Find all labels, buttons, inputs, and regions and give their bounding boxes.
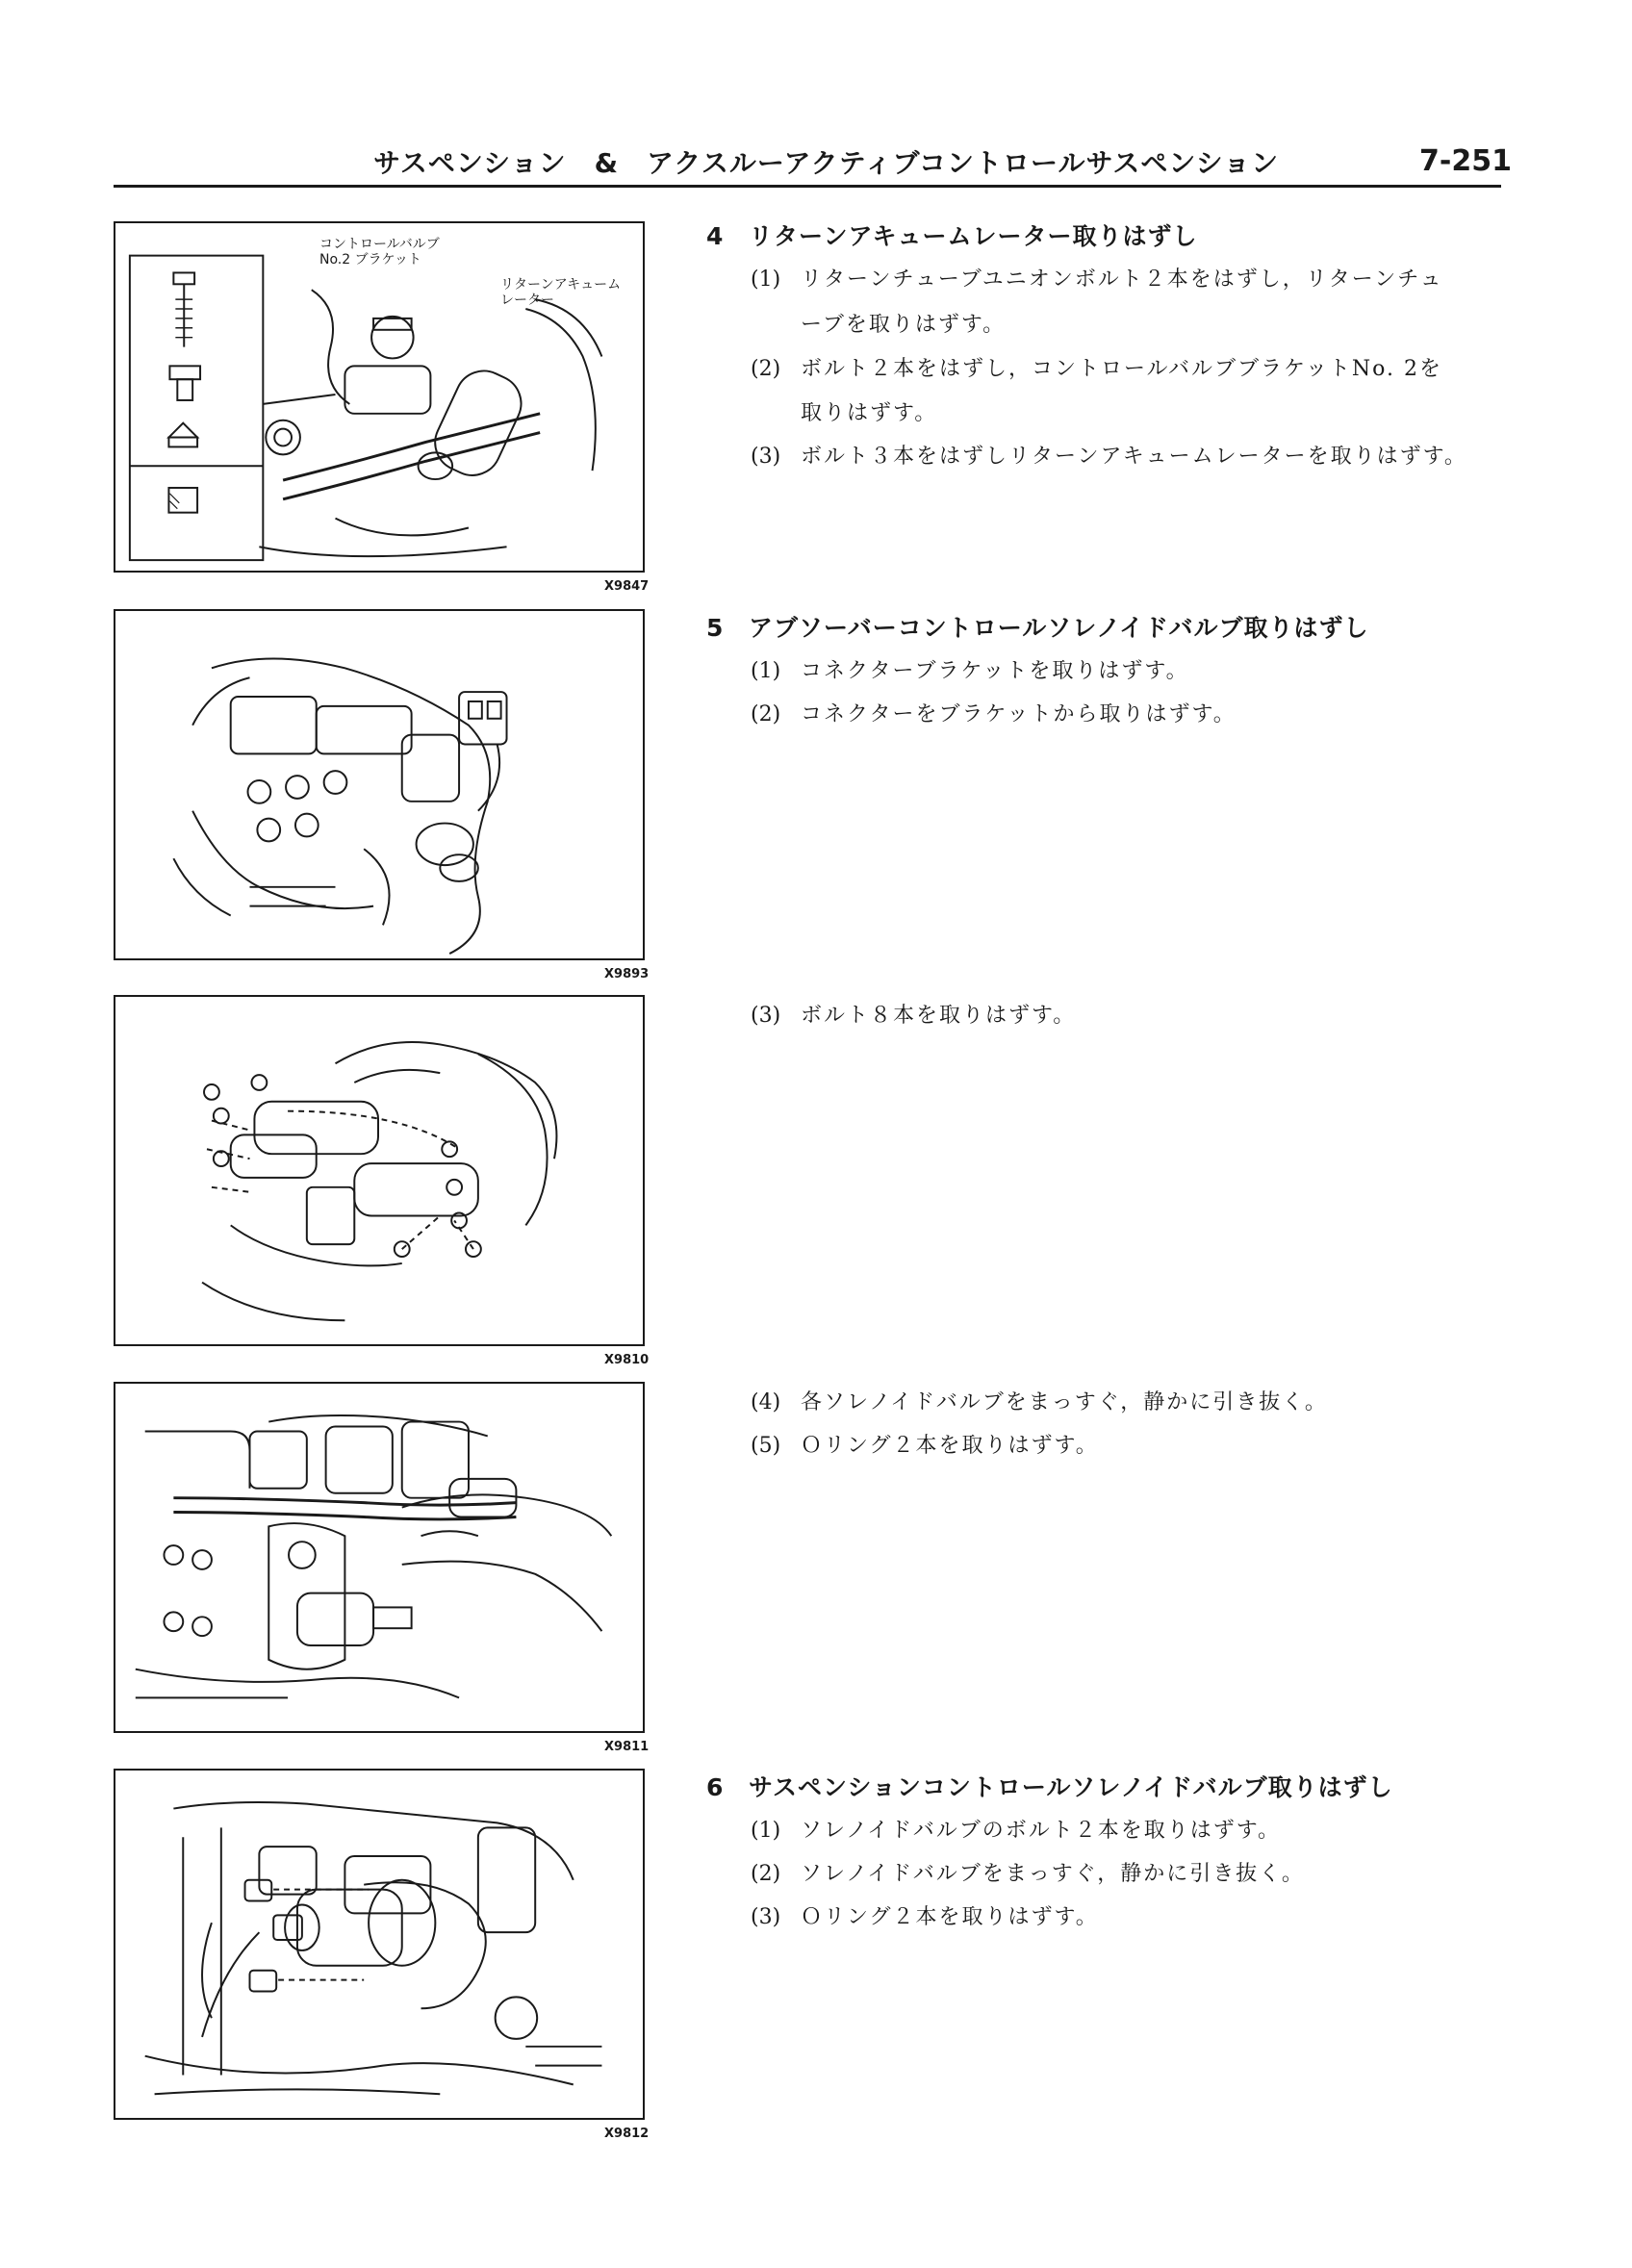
section-title: リターンアキュームレーター取りはずし xyxy=(749,222,1198,250)
page-number: 7-251 xyxy=(1419,144,1512,178)
section-5-step-5 xyxy=(751,1429,1099,1459)
figure-code: X9812 xyxy=(604,2127,650,2141)
page-header-title: サスペンション & アクスルーアクティブコントロールサスペンション xyxy=(373,147,1280,179)
callout-line: コントロールバルブ xyxy=(319,237,440,252)
section-number: 5 xyxy=(706,614,725,642)
figure-code: X9847 xyxy=(604,579,650,594)
callout-return-accumulator xyxy=(500,277,621,308)
section-6-step-2 xyxy=(751,1857,1305,1887)
step-text: リターンチューブユニオンボルト２本をはずし，リターンチュ xyxy=(801,268,1443,292)
figure-code: X9811 xyxy=(604,1740,650,1754)
step-number: (1) xyxy=(751,268,781,292)
section-title: アブソーバーコントロールソレノイドバルブ取りはずし xyxy=(749,614,1369,642)
figure-suspension-solenoid xyxy=(114,1769,645,2120)
section-title: サスペンションコントロールソレノイドバルブ取りはずし xyxy=(749,1773,1393,1801)
step-text: Ｏリング２本を取りはずす。 xyxy=(801,1434,1099,1458)
callout-line: リターンアキューム xyxy=(500,277,622,293)
step-text: コネクターブラケットを取りはずす。 xyxy=(801,659,1189,683)
step-number: (5) xyxy=(751,1434,781,1458)
step-number: (4) xyxy=(751,1390,781,1414)
step-text: ソレノイドバルブをまっすぐ，静かに引き抜く。 xyxy=(801,1862,1305,1886)
callout-control-valve-bracket xyxy=(319,237,440,268)
section-5-step-4 xyxy=(751,1386,1328,1415)
step-text: ソレノイドバルブのボルト２本を取りはずす。 xyxy=(801,1819,1281,1843)
section-6-step-3 xyxy=(751,1900,1099,1930)
section-number: 6 xyxy=(706,1773,725,1801)
step-text: ボルト２本をはずし，コントロールバルブブラケットNo. 2を xyxy=(801,357,1443,381)
step-number: (3) xyxy=(751,445,781,469)
section-4-step-1-cont: ーブを取りはずす。 xyxy=(801,313,1007,337)
figure-code: X9893 xyxy=(604,967,650,981)
step-text: ボルト８本を取りはずす。 xyxy=(801,1004,1077,1028)
header-rule xyxy=(114,185,1501,188)
section-4-step-2 xyxy=(751,352,1442,382)
step-number: (1) xyxy=(751,1819,781,1843)
section-6-step-1 xyxy=(751,1814,1281,1844)
callout-line: No.2 ブラケット xyxy=(319,252,421,268)
callout-line: レーター xyxy=(500,293,554,308)
step-text: 各ソレノイドバルブをまっすぐ，静かに引き抜く。 xyxy=(801,1390,1328,1414)
figure-bolts-removal xyxy=(114,995,645,1346)
section-number: 4 xyxy=(706,222,725,250)
step-text: コネクターをブラケットから取りはずす。 xyxy=(801,702,1237,726)
section-5-step-3 xyxy=(751,999,1076,1029)
figure-return-accumulator xyxy=(114,221,645,573)
figure-solenoid-pull-drawing xyxy=(115,1384,643,1731)
step-number: (1) xyxy=(751,659,781,683)
step-number: (3) xyxy=(751,1905,781,1929)
section-5-step-2 xyxy=(751,698,1237,727)
step-number: (2) xyxy=(751,357,781,381)
section-4-step-1 xyxy=(751,263,1443,293)
section-4-heading xyxy=(706,217,1198,252)
figure-code: X9810 xyxy=(604,1353,650,1367)
figure-connector-bracket-drawing xyxy=(115,611,643,958)
section-5-step-1 xyxy=(751,654,1189,684)
step-number: (3) xyxy=(751,1004,781,1028)
step-text: Ｏリング２本を取りはずす。 xyxy=(801,1905,1099,1929)
figure-connector-bracket xyxy=(114,609,645,960)
figure-return-accumulator-drawing xyxy=(115,223,643,571)
section-6-heading xyxy=(706,1769,1393,1803)
figure-bolts-removal-drawing xyxy=(115,997,643,1344)
figure-solenoid-pull xyxy=(114,1382,645,1733)
section-4-step-2-cont: 取りはずす。 xyxy=(801,401,938,425)
figure-suspension-solenoid-drawing xyxy=(115,1771,643,2118)
step-number: (2) xyxy=(751,702,781,726)
section-5-heading xyxy=(706,609,1369,644)
section-4-step-3 xyxy=(751,440,1467,470)
step-number: (2) xyxy=(751,1862,781,1886)
step-text: ボルト３本をはずしリターンアキュームレーターを取りはずす。 xyxy=(801,445,1467,469)
